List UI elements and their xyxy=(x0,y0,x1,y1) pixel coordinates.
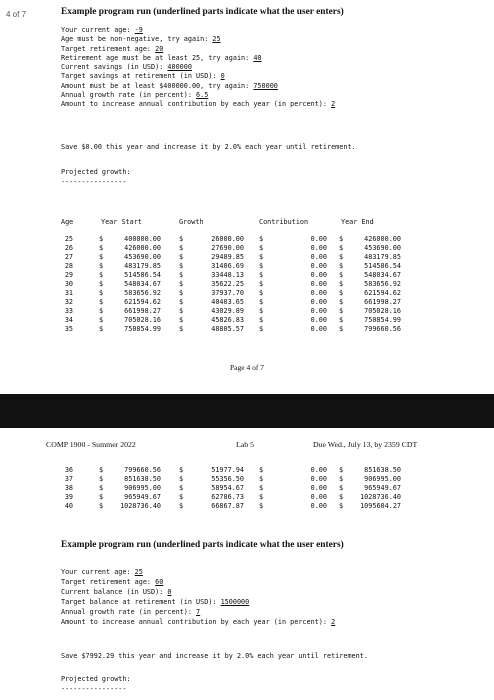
year-start-cell: 1028736.40 xyxy=(120,502,161,510)
prompt-text: Your current age: xyxy=(61,568,135,576)
prompt-text: Target retirement age: xyxy=(61,44,156,53)
user-input-text: 25 xyxy=(134,568,143,576)
currency-sign: $ xyxy=(99,289,104,297)
year-end-cell: 426000.00 xyxy=(364,235,401,243)
currency-sign: $ xyxy=(259,289,264,297)
page-counter-label: 4 of 7 xyxy=(6,10,27,19)
prompt-text: Target savings at retirement (in USD): xyxy=(61,72,221,81)
age-cell: 25 xyxy=(64,235,73,243)
user-input-text: 2 xyxy=(331,100,336,108)
year-end-cell: 583656.92 xyxy=(364,280,401,288)
run2-line xyxy=(61,598,249,607)
user-input-text: 20 xyxy=(155,44,164,53)
age-cell: 33 xyxy=(64,307,73,315)
growth-cell: 43029.89 xyxy=(211,307,244,315)
table-row xyxy=(61,484,421,493)
currency-sign: $ xyxy=(339,262,344,270)
currency-sign: $ xyxy=(339,289,344,297)
currency-sign: $ xyxy=(179,280,184,288)
currency-sign: $ xyxy=(339,475,344,483)
run2-heading: Example program run (underlined parts indicate what the user enters) xyxy=(61,540,344,550)
currency-sign: $ xyxy=(99,502,104,510)
run2-line xyxy=(61,568,143,577)
currency-sign: $ xyxy=(99,325,104,333)
year-end-cell: 548034.67 xyxy=(364,271,401,279)
age-cell: 30 xyxy=(64,280,73,288)
currency-sign: $ xyxy=(259,493,264,501)
run1-line xyxy=(61,54,262,63)
year-start-cell: 548034.67 xyxy=(124,280,161,288)
year-start-cell: 750854.99 xyxy=(124,325,161,333)
currency-sign: $ xyxy=(259,484,264,492)
currency-sign: $ xyxy=(99,298,104,306)
currency-sign: $ xyxy=(339,466,344,474)
growth-cell: 55356.50 xyxy=(211,475,244,483)
year-start-cell: 851638.50 xyxy=(124,475,161,483)
age-cell: 28 xyxy=(64,262,73,270)
contribution-cell: 0.00 xyxy=(310,466,327,474)
currency-sign: $ xyxy=(179,235,184,243)
growth-table-1 xyxy=(61,202,421,334)
user-input-text: 750000 xyxy=(253,81,278,90)
year-start-cell: 583656.92 xyxy=(124,289,161,297)
year-end-cell: 1095604.27 xyxy=(360,502,401,510)
due-header: Due Wed., July 13, by 2359 CDT xyxy=(313,440,418,449)
contribution-cell: 0.00 xyxy=(310,235,327,243)
year-start-cell: 400000.00 xyxy=(124,235,161,243)
currency-sign: $ xyxy=(259,244,264,252)
table-row xyxy=(61,235,421,244)
year-end-header: Year End xyxy=(341,218,374,226)
table-row xyxy=(61,316,421,325)
currency-sign: $ xyxy=(259,298,264,306)
run2-line xyxy=(61,578,163,587)
currency-sign: $ xyxy=(339,298,344,306)
currency-sign: $ xyxy=(179,298,184,306)
run1-line xyxy=(61,45,163,54)
currency-sign: $ xyxy=(339,493,344,501)
age-cell: 26 xyxy=(64,244,73,252)
currency-sign: $ xyxy=(99,493,104,501)
currency-sign: $ xyxy=(259,466,264,474)
contribution-header: Contribution xyxy=(259,218,309,226)
currency-sign: $ xyxy=(99,316,104,324)
year-start-cell: 514586.54 xyxy=(124,271,161,279)
currency-sign: $ xyxy=(259,502,264,510)
currency-sign: $ xyxy=(99,262,104,270)
currency-sign: $ xyxy=(259,262,264,270)
age-cell: 32 xyxy=(64,298,73,306)
table-row xyxy=(61,475,421,484)
growth-cell: 29489.85 xyxy=(211,253,244,261)
run1-line xyxy=(61,63,192,72)
run1-save-line: Save $0.00 this year and increase it by 2.0% each year until retirement. xyxy=(61,143,356,151)
age-cell: 27 xyxy=(64,253,73,261)
contribution-cell: 0.00 xyxy=(310,325,327,333)
year-end-cell: 661998.27 xyxy=(364,298,401,306)
currency-sign: $ xyxy=(339,316,344,324)
run2-line xyxy=(61,608,200,617)
growth-cell: 35622.25 xyxy=(211,280,244,288)
run2-line xyxy=(61,588,172,597)
run2-projected-label: Projected growth: xyxy=(61,675,131,683)
table-row xyxy=(61,466,421,475)
age-cell: 39 xyxy=(64,493,73,501)
currency-sign: $ xyxy=(179,475,184,483)
contribution-cell: 0.00 xyxy=(310,502,327,510)
contribution-cell: 0.00 xyxy=(310,307,327,315)
currency-sign: $ xyxy=(99,466,104,474)
user-input-text: -9 xyxy=(134,26,143,34)
contribution-cell: 0.00 xyxy=(310,262,327,270)
growth-cell: 48805.57 xyxy=(211,325,244,333)
year-start-cell: 799660.56 xyxy=(124,466,161,474)
year-start-cell: 705028.16 xyxy=(124,316,161,324)
prompt-text: Annual growth rate (in percent): xyxy=(61,90,197,99)
currency-sign: $ xyxy=(259,271,264,279)
currency-sign: $ xyxy=(339,502,344,510)
currency-sign: $ xyxy=(259,475,264,483)
prompt-text: Your current age: xyxy=(61,26,135,34)
run1-line xyxy=(61,26,143,35)
currency-sign: $ xyxy=(179,271,184,279)
growth-cell: 66867.87 xyxy=(211,502,244,510)
growth-cell: 31406.69 xyxy=(211,262,244,270)
growth-cell: 45826.83 xyxy=(211,316,244,324)
currency-sign: $ xyxy=(339,280,344,288)
run1-heading: Example program run (underlined parts indicate what the user enters) xyxy=(61,7,344,17)
year-end-cell: 799660.56 xyxy=(364,325,401,333)
prompt-text: Retirement age must be at least 25, try again: xyxy=(61,53,254,62)
year-end-cell: 906995.00 xyxy=(364,475,401,483)
age-cell: 37 xyxy=(64,475,73,483)
page-separator xyxy=(0,394,494,428)
currency-sign: $ xyxy=(179,289,184,297)
currency-sign: $ xyxy=(339,484,344,492)
user-input-text: 0 xyxy=(167,588,172,596)
year-end-cell: 750854.99 xyxy=(364,316,401,324)
currency-sign: $ xyxy=(99,484,104,492)
currency-sign: $ xyxy=(339,244,344,252)
growth-cell: 26000.00 xyxy=(211,235,244,243)
growth-cell: 40403.65 xyxy=(211,298,244,306)
contribution-cell: 0.00 xyxy=(310,289,327,297)
growth-cell: 58954.67 xyxy=(211,484,244,492)
year-start-cell: 483179.85 xyxy=(124,262,161,270)
currency-sign: $ xyxy=(179,466,184,474)
user-input-text: 60 xyxy=(155,578,164,586)
user-input-text: 0 xyxy=(220,72,225,81)
currency-sign: $ xyxy=(99,235,104,243)
prompt-text: Target retirement age: xyxy=(61,578,156,586)
growth-header: Growth xyxy=(179,218,204,226)
growth-cell: 51977.94 xyxy=(211,466,244,474)
age-cell: 35 xyxy=(64,325,73,333)
growth-cell: 37937.70 xyxy=(211,289,244,297)
currency-sign: $ xyxy=(179,493,184,501)
contribution-cell: 0.00 xyxy=(310,298,327,306)
age-cell: 40 xyxy=(64,502,73,510)
currency-sign: $ xyxy=(259,307,264,315)
prompt-text: Target balance at retirement (in USD): xyxy=(61,598,221,606)
course-header: COMP 1900 - Summer 2022 xyxy=(46,440,136,449)
currency-sign: $ xyxy=(259,280,264,288)
table-row xyxy=(61,289,421,298)
age-header: Age xyxy=(61,218,74,226)
year-start-cell: 453690.00 xyxy=(124,253,161,261)
age-cell: 29 xyxy=(64,271,73,279)
prompt-text: Annual growth rate (in percent): xyxy=(61,608,197,616)
prompt-text: Age must be non-negative, try again: xyxy=(61,35,213,44)
currency-sign: $ xyxy=(259,235,264,243)
user-input-text: 25 xyxy=(212,35,221,44)
currency-sign: $ xyxy=(339,325,344,333)
contribution-cell: 0.00 xyxy=(310,280,327,288)
table-row xyxy=(61,502,421,511)
age-cell: 36 xyxy=(64,466,73,474)
currency-sign: $ xyxy=(179,325,184,333)
currency-sign: $ xyxy=(179,484,184,492)
run2-line xyxy=(61,618,335,627)
currency-sign: $ xyxy=(99,280,104,288)
year-end-cell: 851638.50 xyxy=(364,466,401,474)
currency-sign: $ xyxy=(99,244,104,252)
year-end-cell: 965949.67 xyxy=(364,484,401,492)
page-footer: Page 4 of 7 xyxy=(230,363,264,372)
run1-line xyxy=(61,72,225,81)
run2-save-line: Save $7992.29 this year and increase it by 2.0% each year until retirement. xyxy=(61,652,368,660)
growth-cell: 33448.13 xyxy=(211,271,244,279)
table-header-row xyxy=(61,218,421,227)
table-row xyxy=(61,271,421,280)
table-row xyxy=(61,253,421,262)
contribution-cell: 0.00 xyxy=(310,484,327,492)
currency-sign: $ xyxy=(99,475,104,483)
currency-sign: $ xyxy=(339,271,344,279)
currency-sign: $ xyxy=(99,307,104,315)
user-input-text: 2 xyxy=(331,618,336,626)
user-input-text: 1500000 xyxy=(220,598,250,606)
year-end-cell: 514586.54 xyxy=(364,262,401,270)
prompt-text: Current savings (in USD): xyxy=(61,63,168,71)
year-start-cell: 621594.62 xyxy=(124,298,161,306)
table-row xyxy=(61,244,421,253)
growth-table-2 xyxy=(61,466,421,511)
run2-dashes: ---------------- xyxy=(61,685,127,693)
run1-line xyxy=(61,82,278,91)
run1-projected-label: Projected growth: xyxy=(61,168,131,176)
year-start-cell: 661998.27 xyxy=(124,307,161,315)
currency-sign: $ xyxy=(179,253,184,261)
year-start-cell: 906995.00 xyxy=(124,484,161,492)
contribution-cell: 0.00 xyxy=(310,244,327,252)
currency-sign: $ xyxy=(179,307,184,315)
prompt-text: Amount must be at least $400000.00, try again: xyxy=(61,81,254,90)
run1-dashes: ---------------- xyxy=(61,178,127,186)
currency-sign: $ xyxy=(179,262,184,270)
run1-line xyxy=(61,100,335,109)
run1-line xyxy=(61,35,221,44)
age-cell: 34 xyxy=(64,316,73,324)
prompt-text: Amount to increase annual contribution by each year (in percent): xyxy=(61,618,332,626)
year-start-cell: 965949.67 xyxy=(124,493,161,501)
year-end-cell: 705028.16 xyxy=(364,307,401,315)
year-end-cell: 621594.62 xyxy=(364,289,401,297)
currency-sign: $ xyxy=(339,307,344,315)
currency-sign: $ xyxy=(179,316,184,324)
currency-sign: $ xyxy=(179,244,184,252)
contribution-cell: 0.00 xyxy=(310,253,327,261)
age-cell: 38 xyxy=(64,484,73,492)
currency-sign: $ xyxy=(259,316,264,324)
table-row xyxy=(61,262,421,271)
user-input-text: 6.5 xyxy=(196,90,209,99)
currency-sign: $ xyxy=(339,253,344,261)
contribution-cell: 0.00 xyxy=(310,475,327,483)
contribution-cell: 0.00 xyxy=(310,316,327,324)
age-cell: 31 xyxy=(64,289,73,297)
user-input-text: 7 xyxy=(196,608,201,616)
user-input-text: 40 xyxy=(253,53,262,62)
contribution-cell: 0.00 xyxy=(310,271,327,279)
year-start-cell: 426000.00 xyxy=(124,244,161,252)
user-input-text: 400000 xyxy=(167,63,192,71)
currency-sign: $ xyxy=(99,253,104,261)
year-end-cell: 453690.00 xyxy=(364,244,401,252)
lab-header: Lab 5 xyxy=(236,440,254,449)
prompt-text: Amount to increase annual contribution by each year (in percent): xyxy=(61,100,332,108)
year-end-cell: 483179.85 xyxy=(364,253,401,261)
currency-sign: $ xyxy=(259,253,264,261)
year-end-cell: 1028736.40 xyxy=(360,493,401,501)
currency-sign: $ xyxy=(179,502,184,510)
currency-sign: $ xyxy=(99,271,104,279)
table-row xyxy=(61,298,421,307)
prompt-text: Current balance (in USD): xyxy=(61,588,168,596)
table-row xyxy=(61,493,421,502)
table-row xyxy=(61,325,421,334)
currency-sign: $ xyxy=(339,235,344,243)
contribution-cell: 0.00 xyxy=(310,493,327,501)
year-start-header: Year Start xyxy=(101,218,142,226)
growth-cell: 27690.00 xyxy=(211,244,244,252)
run1-line xyxy=(61,91,208,100)
table-row xyxy=(61,307,421,316)
growth-cell: 62786.73 xyxy=(211,493,244,501)
table-row xyxy=(61,280,421,289)
currency-sign: $ xyxy=(259,325,264,333)
